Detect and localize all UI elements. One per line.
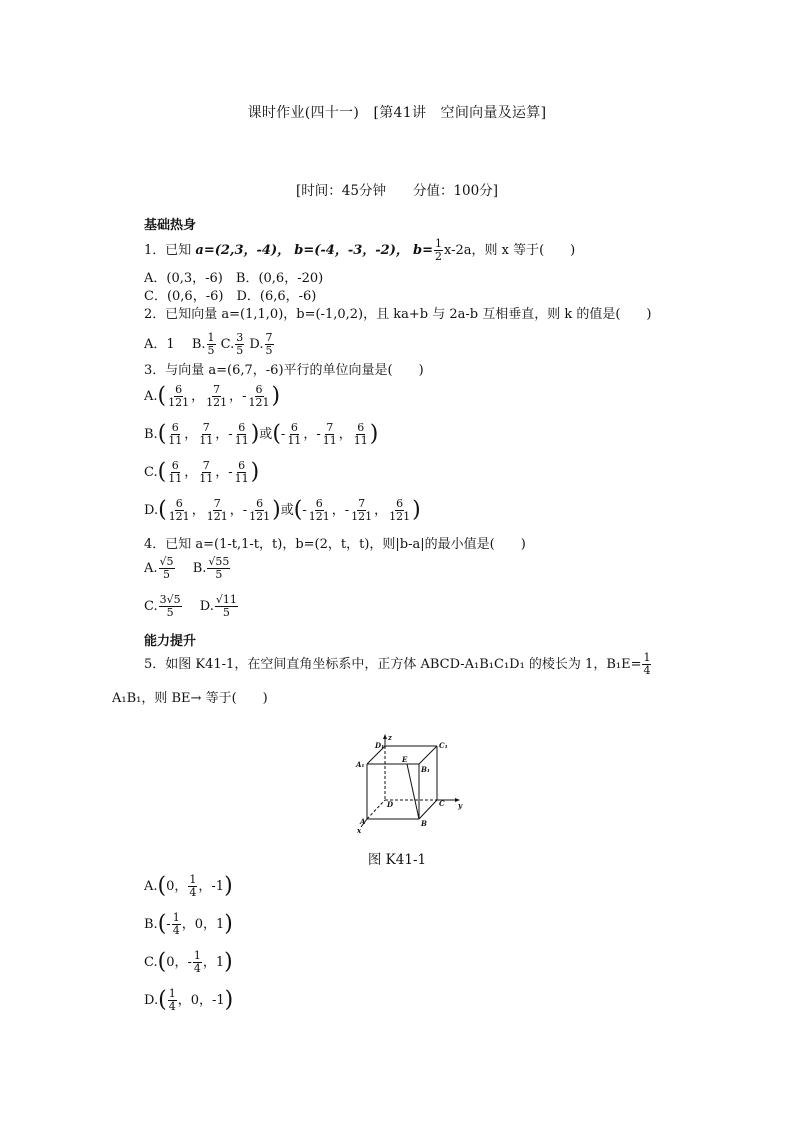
question-2-stem: 2．已知向量 a=(1,1,0)，b=(-1,0,2)，且 ka+b 与 2a-b 互相垂直，则 k 的值是( ) [144,307,652,322]
q5-option-c: C.(0，- $\frac{1}{4}$ ，1) [144,949,233,975]
label-a1: A₁ [356,760,365,769]
q1-option-d: D．(6,6，-6) [236,289,317,304]
frac-den: 4 [189,886,197,899]
q2-d-num: 7 [265,331,273,344]
frac-num: 6 [171,459,179,472]
q1-tail: x-2a，则 x 等于( ) [443,243,576,258]
frac-num: 7 [202,421,210,434]
frac-den: 5 [222,606,230,619]
label-y: y [458,801,463,810]
edge-ad [367,800,385,819]
q3-option-a: A.( $\frac{6}{121}$ ， $\frac{7}{121}$ ，- $\frac{6}{121}$ ) [144,383,281,409]
frac-den: 11 [287,434,302,447]
frac-num: 6 [396,497,404,510]
q2-option-d-frac [265,332,274,357]
label-c: C [439,799,445,808]
q3-option-c: C.( $\frac{6}{11}$ ， $\frac{7}{11}$ ，- $\frac{6}{11}$ ) [144,459,260,485]
label-d: D [387,800,394,809]
q5-a-part1: 0， [166,879,188,894]
section-ability: 能力提升 [144,634,197,649]
frac-num: 6 [256,497,264,510]
q2-option-b-label: B. [191,337,206,352]
frac-num: 7 [202,459,210,472]
q1-fraction [434,238,443,263]
q3-option-d: D.( $\frac{6}{121}$ ， $\frac{7}{121}$ ，- $\frac{6}{121}$ )或(- $\frac{6}{121}$ ，- $\frac{7}{121}$ ， $\frac{6}{121}$ ) [144,497,421,523]
q1-b: b=(-4，-3，-2)， [294,243,409,258]
frac-den: 11 [199,434,214,447]
q1-b-eq: b= [413,243,433,258]
question-4-stem: 4．已知 a=(1-t,1-t，t)，b=(2，t，t)，则|b-a|的最小值是( ) [144,537,526,552]
cube-diagram [355,734,465,834]
q5-option-a: A.(0， $\frac{1}{4}$ ，-1) [144,873,233,899]
question-1-stem [144,238,575,263]
q2-option-b-frac [207,332,216,357]
edge-bc [419,800,437,819]
q1-frac-num: 1 [434,237,442,250]
frac-num: 6 [357,421,365,434]
frac-num: 6 [290,421,298,434]
frac-den: 121 [168,510,190,523]
q5-c-label: C. [144,955,158,970]
q5-option-d: D.( $\frac{1}{4}$ ，0，-1) [144,987,234,1013]
frac-den: 121 [206,396,228,409]
q3-option-b: B.( $\frac{6}{11}$ ， $\frac{7}{11}$ ，- $\frac{6}{11}$ )或(- $\frac{6}{11}$ ，- $\frac{7}{11}$ ， $\frac{6}{11}$ ) [144,421,379,447]
q3-c-label: C. [144,465,158,480]
frac-num: 3√5 [159,593,181,606]
q1-option-b: B．(0,6，-20) [235,271,324,286]
frac-num: 7 [358,497,366,510]
q1-options-row2 [144,288,316,306]
label-b1: B₁ [421,765,430,774]
frac-num: 6 [175,383,183,396]
q5-d-label: D. [144,993,159,1008]
frac-den: 5 [166,606,174,619]
frac-num: 6 [171,421,179,434]
frac-num: √11 [215,593,237,606]
or-text: 或 [280,503,294,518]
frac-num: 1 [168,987,176,1000]
q2-c-num: 3 [236,331,244,344]
frac-den: 4 [193,962,201,975]
q2-option-a: A．1 [144,337,175,352]
section-basic: 基础热身 [144,218,197,233]
question-5-stem-2: A₁B₁，则 BE→ 等于( ) [112,691,268,706]
segment-be [407,764,419,819]
frac-den: 11 [234,434,249,447]
q2-d-den: 5 [265,344,273,357]
frac-den: 4 [643,664,651,677]
q1-options-row1 [144,270,323,288]
q2-option-d-label: D. [249,337,264,352]
edge-b1c1 [419,746,437,764]
q2-option-c-frac [235,332,244,357]
q4-options-row2 [144,594,239,619]
frac-num: √55 [208,555,230,568]
q1-option-a: A．(0,3，-6) [144,271,223,286]
frac-num: 1 [172,911,180,924]
or-text: 或 [259,427,273,442]
axis-z-arrow [383,734,387,739]
frac-num: 7 [326,421,334,434]
q2-b-den: 5 [207,344,215,357]
frac-den: 4 [168,1000,176,1013]
q5-c-part1: 0，- [166,955,192,970]
q3-a-label: A. [144,389,158,404]
frac-den: 121 [168,396,190,409]
q2-option-c-label: C. [220,337,235,352]
q1-option-c: C．(0,6，-6) [144,289,224,304]
question-3-stem: 3．与向量 a=(6,7，-6)平行的单位向量是( ) [144,363,424,378]
frac-den: 11 [168,434,183,447]
q3-d-label: D. [144,503,159,518]
frac-num: 7 [213,497,221,510]
frac-num: 6 [175,497,183,510]
frac-den: 121 [248,396,270,409]
label-c1: C₁ [439,741,448,750]
frac-num: √5 [159,555,174,568]
frac-den: 121 [249,510,271,523]
time-score-info: [时间：45分钟 分值：100分] [296,183,498,199]
frac-den: 11 [234,472,249,485]
q5-b-part2: ，0，1 [181,917,225,932]
frac-num: 1 [643,651,651,664]
q1-a: a=(2,3，-4)， [195,243,291,258]
frac-den: 5 [215,568,223,581]
frac-den: 11 [322,434,337,447]
frac-den: 4 [172,924,180,937]
question-5-stem [144,652,652,677]
frac-den: 121 [351,510,373,523]
frac-den: 121 [389,510,411,523]
frac-num: 1 [189,873,197,886]
q4-d-label: D. [199,599,214,614]
q3-b-label: B. [144,427,158,442]
frac-num: 6 [255,383,263,396]
q4-c-label: C. [144,599,158,614]
frac-den: 11 [353,434,368,447]
q2-c-den: 5 [236,344,244,357]
q4-a-label: A. [144,561,158,576]
q4-b-label: B. [192,561,207,576]
q5-b-label: B. [144,917,158,932]
frac-den: 11 [199,472,214,485]
frac-num: 6 [238,459,246,472]
label-a: A [360,817,366,826]
q5-stem-text: 5．如图 K41-1，在空间直角坐标系中，正方体 ABCD-A₁B₁C₁D₁ 的棱长为 1，B₁E= [144,657,642,672]
q1-frac-den: 2 [434,250,442,263]
label-x: x [357,826,362,834]
q5-a-label: A. [144,879,158,894]
figure-caption: 图 K41-1 [367,852,427,868]
frac-den: 5 [163,568,171,581]
page-title: 课时作业(四十一) [第41讲 空间向量及运算] [247,105,547,121]
q2-options [144,332,275,357]
cube-figure [355,734,465,838]
label-e: E [402,755,408,764]
q5-d-part2: ，0，-1 [177,993,225,1008]
q5-a-part2: ，-1 [198,879,225,894]
frac-num: 6 [315,497,323,510]
q5-b-part1: - [166,917,171,932]
frac-num: 1 [193,949,201,962]
q5-c-part2: ，1 [202,955,225,970]
label-z: z [388,734,392,742]
frac-den: 121 [206,510,228,523]
frac-den: 11 [168,472,183,485]
label-b: B [421,819,427,828]
q4-options-row1 [144,556,231,581]
frac-den: 121 [308,510,330,523]
q2-b-num: 1 [207,331,215,344]
q1-lead: 1．已知 [144,243,192,258]
label-d1: D₁ [375,741,385,750]
frac-num: 6 [238,421,246,434]
frac-num: 7 [213,383,221,396]
q5-option-b: B.(- $\frac{1}{4}$ ，0，1) [144,911,233,937]
